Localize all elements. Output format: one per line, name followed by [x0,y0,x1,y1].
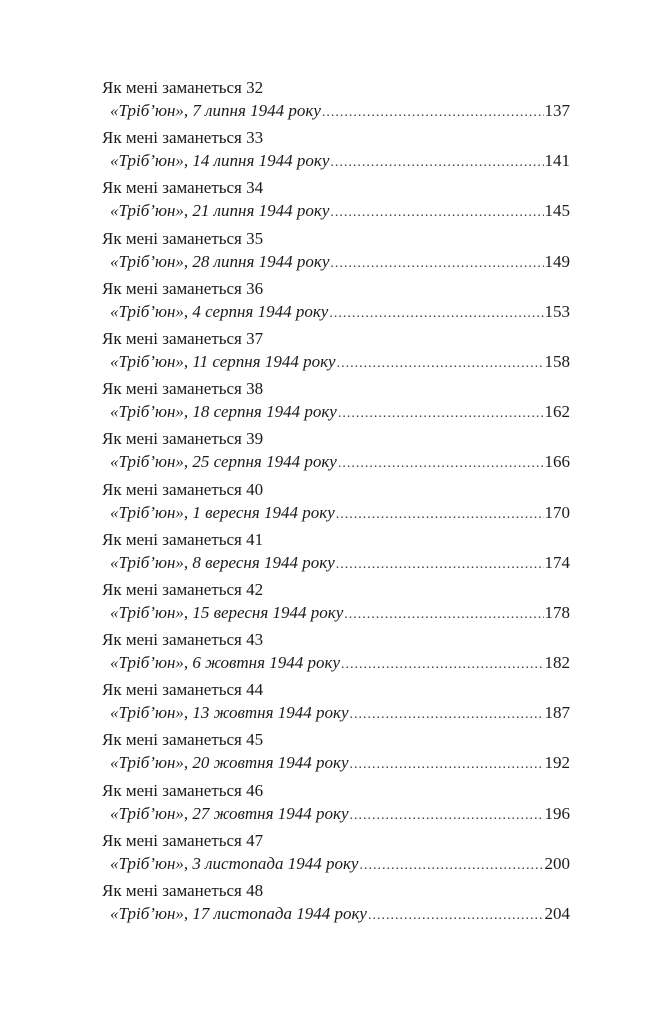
page-number: 158 [544,351,570,371]
page-number: 145 [544,201,570,221]
dot-leader [337,352,544,376]
toc-entry[interactable] [102,578,570,628]
dot-leader [359,854,543,878]
entry-source-line [102,852,570,876]
entry-source: «Тріб’юн», 21 липня 1944 року [110,201,330,221]
toc-entry[interactable] [102,528,570,578]
entry-source: «Тріб’юн», 20 жовтня 1944 року [110,753,349,773]
page-number: 137 [544,101,570,120]
toc-entry[interactable] [102,76,570,126]
entry-title: Як мені заманеться 35 [102,228,264,248]
entry-title: Як мені заманеться 40 [102,479,264,499]
toc-entry[interactable] [102,779,570,829]
entry-source: «Тріб’юн», 18 серпня 1944 року [110,402,337,422]
page-number: 182 [544,653,570,673]
entry-title: Як мені заманеться 48 [102,881,264,900]
dot-leader [336,553,544,577]
dot-leader [330,151,543,175]
page-number: 166 [544,452,570,472]
entry-source: «Тріб’юн», 14 липня 1944 року [110,151,330,171]
entry-source-line [102,551,570,575]
toc-entry[interactable] [102,628,570,678]
entry-title: Як мені заманеться 47 [102,830,264,850]
page-number: 196 [544,803,570,823]
dot-leader [338,402,544,426]
entry-source-line [102,651,570,675]
entry-title: Як мені заманеться 46 [102,780,264,800]
dot-leader [350,753,544,777]
dot-leader [368,904,544,928]
dot-leader [322,101,544,125]
dot-leader [330,252,543,276]
entry-source: «Тріб’юн», 17 листопада 1944 року [110,904,367,923]
toc-entry[interactable] [102,377,570,427]
page-number: 192 [544,753,570,773]
page-number: 204 [544,904,570,923]
entry-source-line [102,300,570,324]
entry-title: Як мені заманеться 33 [102,128,264,148]
entry-source: «Тріб’юн», 28 липня 1944 року [110,251,330,271]
dot-leader [336,503,544,527]
dot-leader [350,804,544,828]
toc-entry[interactable] [102,126,570,176]
entry-title: Як мені заманеться 41 [102,529,264,549]
table-of-contents [102,76,570,929]
dot-leader [329,302,543,326]
toc-entry[interactable] [102,227,570,277]
page-number: 153 [544,301,570,321]
toc-entry[interactable] [102,327,570,377]
entry-source: «Тріб’юн», 13 жовтня 1944 року [110,703,349,723]
toc-entry[interactable] [102,678,570,728]
toc-entry[interactable] [102,829,570,879]
page-number: 162 [544,402,570,422]
entry-source-line [102,199,570,223]
page-number: 141 [544,151,570,171]
dot-leader [341,653,543,677]
entry-title: Як мені заманеться 34 [102,178,264,198]
entry-source-line [102,149,570,173]
entry-source-line [102,802,570,826]
toc-entry[interactable] [102,478,570,528]
entry-title: Як мені заманеться 44 [102,680,264,700]
entry-title: Як мені заманеться 42 [102,579,264,599]
entry-source: «Тріб’юн», 7 липня 1944 року [110,101,321,120]
dot-leader [330,201,543,225]
entry-source-line [102,99,570,123]
entry-source: «Тріб’юн», 4 серпня 1944 року [110,301,329,321]
dot-leader [344,603,543,627]
entry-source-line [102,501,570,525]
entry-source: «Тріб’юн», 8 вересня 1944 року [110,552,335,572]
entry-source: «Тріб’юн», 15 вересня 1944 року [110,602,344,622]
entry-source: «Тріб’юн», 1 вересня 1944 року [110,502,335,522]
entry-title: Як мені заманеться 39 [102,429,264,449]
entry-source-line [102,250,570,274]
page-number: 178 [544,602,570,622]
entry-title: Як мені заманеться 38 [102,379,264,399]
entry-title: Як мені заманеться 37 [102,328,264,348]
entry-source-line [102,701,570,725]
entry-source-line [102,400,570,424]
entry-source: «Тріб’юн», 11 серпня 1944 року [110,351,336,371]
entry-source-line [102,350,570,374]
dot-leader [338,452,544,476]
dot-leader [350,703,544,727]
toc-entry[interactable] [102,176,570,226]
page-number: 170 [544,502,570,522]
entry-source-line [102,751,570,775]
page-number: 200 [544,853,570,873]
page-number: 187 [544,703,570,723]
entry-source-line [102,601,570,625]
toc-entry[interactable] [102,728,570,778]
entry-source: «Тріб’юн», 3 листопада 1944 року [110,853,359,873]
entry-source-line [102,450,570,474]
page-number: 149 [544,251,570,271]
entry-source: «Тріб’юн», 27 жовтня 1944 року [110,803,349,823]
entry-source: «Тріб’юн», 25 серпня 1944 року [110,452,337,472]
entry-source: «Тріб’юн», 6 жовтня 1944 року [110,653,341,673]
toc-entry[interactable] [102,277,570,327]
toc-entry[interactable] [102,427,570,477]
entry-source-line [102,902,570,926]
entry-title: Як мені заманеться 36 [102,278,264,298]
entry-title: Як мені заманеться 45 [102,730,264,750]
entry-title: Як мені заманеться 43 [102,630,264,650]
toc-entry[interactable] [102,879,570,929]
page-number: 174 [544,552,570,572]
entry-title: Як мені заманеться 32 [102,78,264,97]
